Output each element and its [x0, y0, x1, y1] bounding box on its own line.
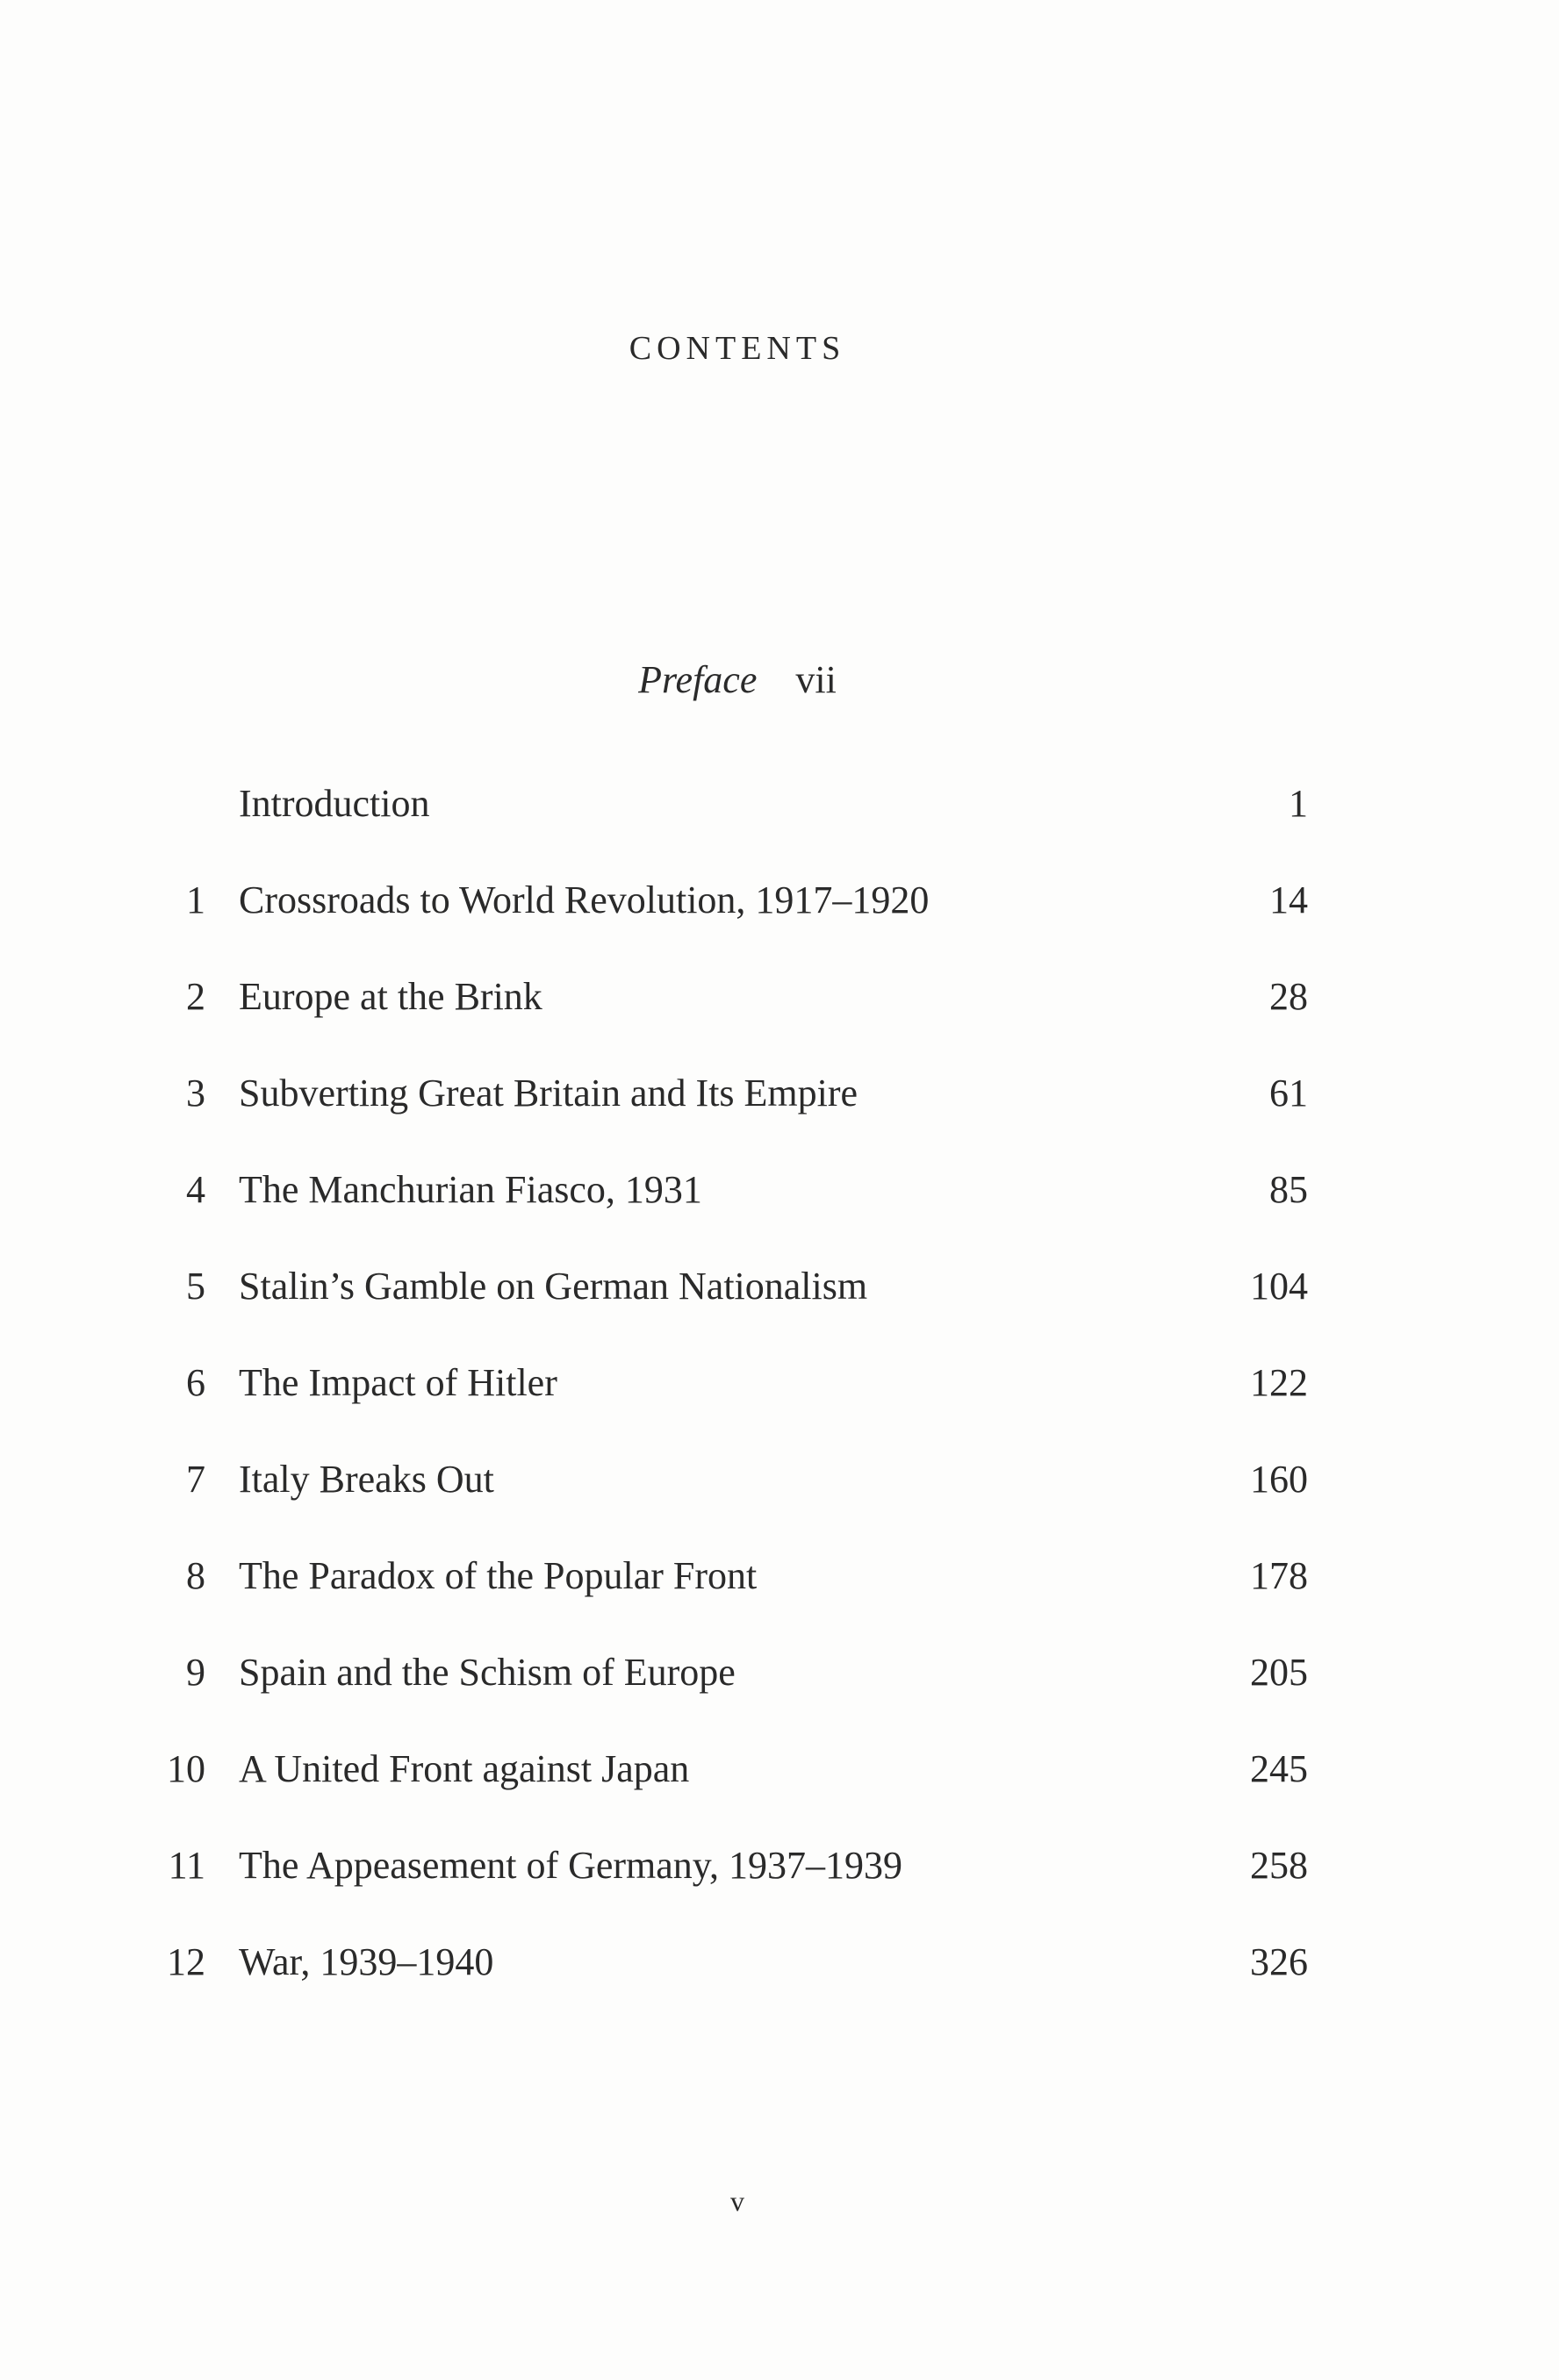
chapter-title: A United Front against Japan	[239, 1747, 690, 1790]
toc-entry[interactable]	[0, 1550, 1559, 1602]
chapter-title: Italy Breaks Out	[239, 1458, 494, 1501]
toc-entry[interactable]	[0, 874, 1559, 927]
chapter-title: The Paradox of the Popular Front	[239, 1554, 758, 1597]
chapter-title: War, 1939–1940	[239, 1940, 494, 1983]
chapter-number: 12	[167, 1940, 205, 1983]
chapter-title: The Manchurian Fiasco, 1931	[239, 1168, 702, 1211]
toc-entry-preface[interactable]	[0, 654, 1475, 706]
chapter-number: 7	[186, 1458, 205, 1501]
preface-page: vii	[795, 658, 837, 701]
toc-entry[interactable]	[0, 778, 1559, 830]
chapter-page: 28	[1269, 975, 1308, 1018]
chapter-title: Europe at the Brink	[239, 975, 542, 1018]
chapter-title: Stalin’s Gamble on German Nationalism	[239, 1265, 868, 1308]
chapter-number: 3	[186, 1072, 205, 1115]
page-number: v	[730, 2185, 744, 2217]
preface-label: Preface	[638, 658, 758, 701]
toc-entry[interactable]	[0, 1164, 1559, 1216]
chapter-page: 205	[1250, 1651, 1308, 1694]
chapter-title: The Impact of Hitler	[239, 1361, 557, 1404]
chapter-number: 9	[186, 1651, 205, 1694]
chapter-page: 326	[1250, 1940, 1308, 1983]
toc-entry[interactable]	[0, 1936, 1559, 1989]
toc-entry[interactable]	[0, 1646, 1559, 1699]
chapter-title: Introduction	[239, 782, 430, 825]
chapter-page: 14	[1269, 878, 1308, 921]
chapter-number: 5	[186, 1265, 205, 1308]
chapter-page: 178	[1250, 1554, 1308, 1597]
chapter-page: 258	[1250, 1844, 1308, 1887]
chapter-page: 61	[1269, 1072, 1308, 1115]
chapter-page: 122	[1250, 1361, 1308, 1404]
chapter-page: 85	[1269, 1168, 1308, 1211]
chapter-number: 11	[168, 1844, 205, 1887]
chapter-title: Crossroads to World Revolution, 1917–1920	[239, 878, 930, 921]
chapter-number: 8	[186, 1554, 205, 1597]
chapter-page: 245	[1250, 1747, 1308, 1790]
toc-entry[interactable]	[0, 1357, 1559, 1409]
chapter-title: The Appeasement of Germany, 1937–1939	[239, 1844, 902, 1887]
chapter-page: 160	[1250, 1458, 1308, 1501]
page-title: CONTENTS	[629, 330, 846, 367]
toc-entry[interactable]	[0, 1453, 1559, 1506]
chapter-number: 2	[186, 975, 205, 1018]
toc-entry[interactable]	[0, 1260, 1559, 1313]
chapter-title: Subverting Great Britain and Its Empire	[239, 1072, 859, 1115]
toc-entry[interactable]	[0, 1743, 1559, 1796]
chapter-page: 1	[1289, 782, 1308, 825]
toc-entry[interactable]	[0, 1067, 1559, 1120]
toc-entry[interactable]	[0, 1839, 1559, 1892]
chapter-number: 6	[186, 1361, 205, 1404]
chapter-title: Spain and the Schism of Europe	[239, 1651, 736, 1694]
toc-entry[interactable]	[0, 971, 1559, 1023]
chapter-number: 10	[167, 1747, 205, 1790]
chapter-page: 104	[1250, 1265, 1308, 1308]
chapter-number: 1	[186, 878, 205, 921]
chapter-number: 4	[186, 1168, 205, 1211]
